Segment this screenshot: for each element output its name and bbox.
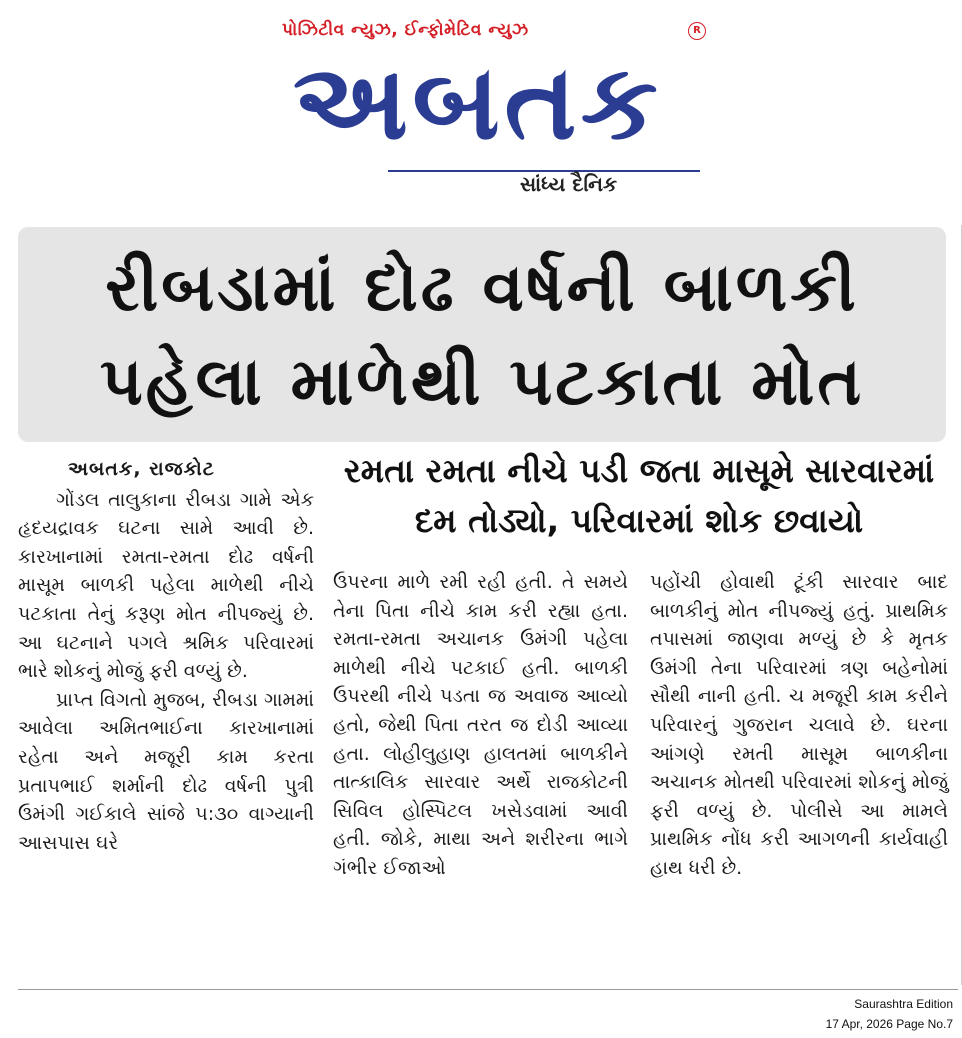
headline	[18, 241, 946, 429]
edition-date-page: 17 Apr, 2026 Page No.7	[825, 1017, 953, 1031]
subheadline	[322, 446, 956, 546]
article-column-3-text: પહોંચી હોવાથી ટૂંકી સારવાર બાદ બાળકીનું મોત નીપજ્યું હતું. પ્રાથમિક તપાસમાં જાણવા મળ્યું છે કે મૃતક ઉમંગી તેના પરિવારમાં ત્રણ બહેનોમાં સૌથી નાની હતી. ચ મજૂરી કામ કરીને પરિવારનું ગુજરાન ચલાવે છે. ઘરના આંગણે રમતી માસૂમ બાળકીના અચાનક મોતથી પરિવારમાં શોકનું મોજું ફરી વળ્યું છે. પોલીસે આ મામલે પ્રાથમિક નોંધ કરી આગળની કાર્યવાહી હાથ ધરી છે.	[650, 571, 948, 879]
headline-line-2: પહેલા માળેથી પટકાતા મોત	[99, 343, 865, 420]
article-paragraph-2: પ્રાપ્ત વિગતો મુજબ, રીબડા ગામમાં આવેલા અમિતભાઈના કારખાનામાં રહેતા અને મજૂરી કામ કરતા પ્રતાપભાઈ શર્માની દોઢ વર્ષની પુત્રી ઉમંગી ગઈકાલે સાંજે ૫:૩૦ વાગ્યાની આસપાસ ઘરે	[18, 688, 314, 854]
masthead-tagline: પોઝિટીવ ન્યુઝ, ઈન્ફોમેટિવ ન્યુઝ	[282, 20, 529, 40]
article-column-1	[18, 455, 314, 857]
masthead	[0, 0, 962, 215]
article-column-2-text: ઉપરના માળે રમી રહી હતી. તે સમયે તેના પિતા નીચે કામ કરી રહ્યા હતા. રમતા-રમતા અચાનક ઉમંગી પહેલા માળેથી નીચે પટકાઈ હતી. બાળકી ઉપરથી નીચે પડતા જ અવાજ આવ્યો હતો, જેથી પિતા તરત જ દોડી આવ્યા હતા. લોહીલુહાણ હાલતમાં બાળકીને તાત્કાલિક સારવાર અર્થે રાજકોટની સિવિલ હોસ્પિટલ ખસેડવામાં આવી હતી. જોકે, માથા અને શરીરના ભાગે ગંભીર ઈજાઓ	[333, 571, 628, 879]
article-column-2	[333, 568, 628, 883]
bottom-rule	[18, 989, 958, 990]
edition-info	[826, 994, 953, 1034]
headline-line-1: રીબડામાં દોઢ વર્ષની બાળકી	[105, 249, 859, 326]
article-column-3	[650, 568, 948, 883]
article-paragraph-1: ગોંડલ તાલુકાના રીબડા ગામે એક હૃદયદ્રાવક ઘટના સામે આવી છે. કારખાનામાં રમતા-રમતા દોઢ વર્ષની માસૂમ બાળકી પહેલા માળેથી નીચે પટકાતા તેનું કરૂણ મોત નીપજ્યું છે. આ ઘટનાને પગલે શ્રમિક પરિવારમાં ભારે શોકનું મોજું ફરી વળ્યું છે.	[18, 488, 314, 683]
newspaper-logo	[255, 40, 700, 165]
subheadline-line-2: દમ તોડ્યો, પરિવારમાં શોક છવાયો	[414, 501, 864, 540]
edition-name: Saurashtra Edition	[854, 997, 953, 1011]
headline-box	[18, 227, 946, 442]
registered-mark: R	[688, 22, 706, 40]
logo-wordmark: અબતક	[292, 41, 663, 163]
subheadline-line-1: રમતા રમતા નીચે પડી જતા માસૂમે સારવારમાં	[343, 451, 935, 490]
masthead-subtitle: સાંધ્ય દૈનિક	[520, 172, 618, 196]
byline: અબતક, રાજકોટ	[68, 458, 215, 480]
